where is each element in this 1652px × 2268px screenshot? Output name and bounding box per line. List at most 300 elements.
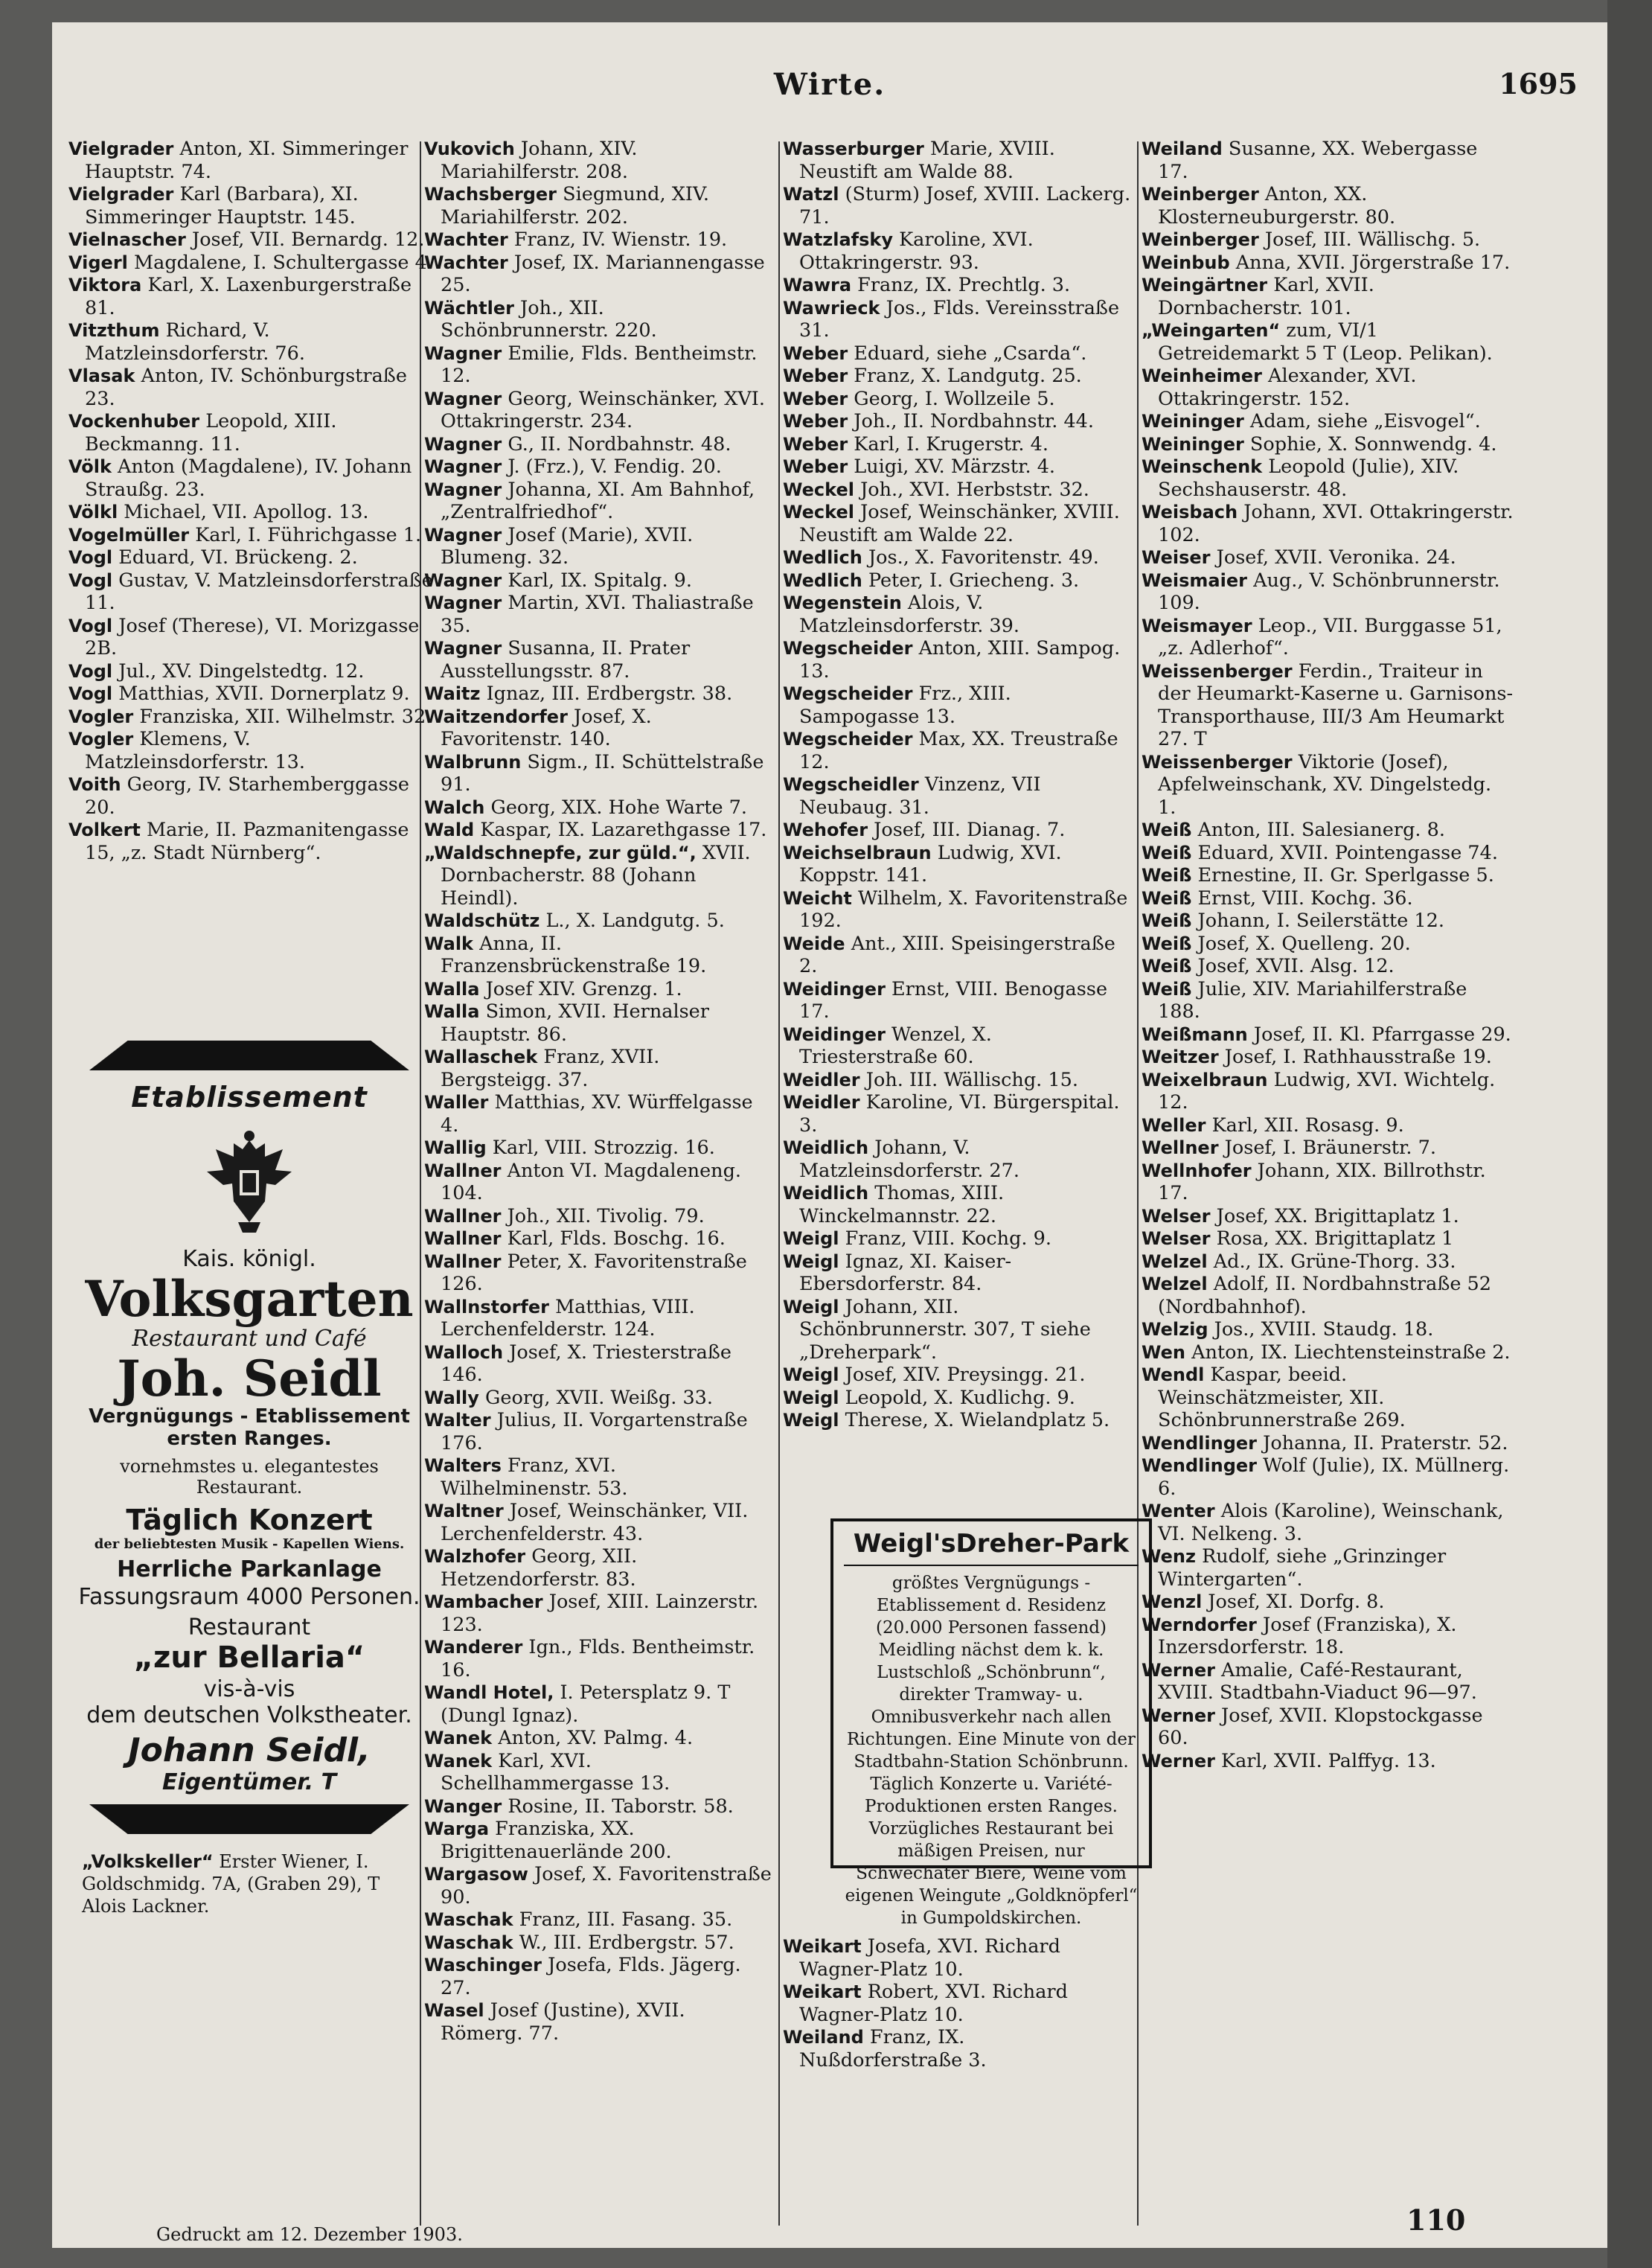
ad-line: dem deutschen Volkstheater. bbox=[86, 1702, 412, 1728]
entry-text: Anna, II. Franzensbrückenstraße 19. bbox=[441, 932, 707, 977]
entry-name: Weber bbox=[783, 433, 848, 455]
entry-text: Therese, X. Wielandplatz 5. bbox=[845, 1409, 1110, 1431]
entry-name: Walzhofer bbox=[424, 1546, 526, 1567]
entry-name: Wenzl bbox=[1142, 1591, 1203, 1612]
entry-name: Wagner bbox=[424, 524, 502, 546]
entry-name: Weber bbox=[783, 411, 848, 432]
entry-text: Johann, XIX. Billrothstr. 17. bbox=[1158, 1159, 1486, 1204]
entry-name: Weigl bbox=[783, 1228, 839, 1249]
directory-entry bbox=[1142, 955, 1514, 978]
entry-text: Susanne, XX. Webergasse 17. bbox=[1158, 138, 1478, 183]
entry-text: Josef, XIII. Lainzerstr. 123. bbox=[441, 1591, 759, 1636]
entry-text: Joh., XII. Schönbrunnerstr. 220. bbox=[441, 296, 657, 342]
directory-entry bbox=[424, 1160, 772, 1205]
entry-name: Wehofer bbox=[783, 820, 868, 840]
entry-text: Franziska, XX. Brigittenauerlände 200. bbox=[441, 1818, 672, 1863]
directory-entry bbox=[68, 706, 435, 729]
directory-entry bbox=[1142, 1591, 1514, 1614]
entry-name: Wachsberger bbox=[424, 184, 557, 205]
ad-line: Kais. königl. bbox=[182, 1246, 316, 1272]
entry-text: Josef (Marie), XVII. Blumeng. 32. bbox=[441, 523, 694, 569]
entry-name: Weiser bbox=[1142, 547, 1211, 568]
entry-text: Peter, I. Griecheng. 3. bbox=[868, 569, 1080, 592]
directory-entry bbox=[424, 1750, 772, 1795]
entry-name: Weinbub bbox=[1142, 252, 1230, 273]
entry-text: Johann, XII. Schönbrunnerstr. 307, T siehe „Dreherpark“. bbox=[799, 1295, 1091, 1364]
entry-text: Peter, X. Favoritenstraße 126. bbox=[441, 1250, 747, 1295]
entry-name: Vogl bbox=[68, 547, 113, 568]
directory-entry bbox=[783, 1250, 1131, 1296]
entry-name: Walch bbox=[424, 796, 485, 818]
entry-text: Anton, IV. Schönburgstraße 23. bbox=[85, 365, 407, 410]
entry-text: Georg, IV. Starhemberggasse 20. bbox=[85, 773, 409, 819]
directory-entry bbox=[424, 842, 772, 910]
entry-name: Wenter bbox=[1142, 1501, 1215, 1521]
entry-text: Anton, XX. Klosterneuburgerstr. 80. bbox=[1158, 183, 1396, 229]
entry-text: Eduard, siehe „Csarda“. bbox=[854, 342, 1087, 365]
entry-text: Robert, XVI. Richard Wagner-Platz 10. bbox=[799, 1981, 1068, 2026]
directory-entry bbox=[424, 1591, 772, 1636]
directory-entry bbox=[1142, 1341, 1514, 1364]
entry-text: I. Petersplatz 9. T (Dungl Ignaz). bbox=[441, 1681, 731, 1727]
entry-name: Vielnascher bbox=[68, 229, 186, 250]
entry-text: Jos., X. Favoritenstr. 49. bbox=[868, 546, 1099, 569]
entry-name: Vitzthum bbox=[68, 320, 160, 341]
directory-entry bbox=[1142, 887, 1514, 910]
entry-name: Weissenberger bbox=[1142, 660, 1293, 682]
entry-name: Wargasow bbox=[424, 1864, 528, 1885]
entry-name: Weinberger bbox=[1142, 229, 1259, 250]
entry-name: Wegscheider bbox=[783, 638, 913, 659]
ad-line: Volksgarten bbox=[85, 1270, 414, 1328]
entry-name: Waltner bbox=[424, 1501, 504, 1521]
entry-name: Warga bbox=[424, 1818, 490, 1839]
entry-name: Weidinger bbox=[783, 1023, 886, 1045]
entry-name: Wegscheider bbox=[783, 729, 913, 750]
entry-name: Walla bbox=[424, 978, 480, 1000]
entry-text: Franziska, XII. Wilhelmstr. 32. bbox=[139, 705, 432, 728]
directory-entry bbox=[1142, 933, 1514, 956]
entry-name: Wanek bbox=[424, 1750, 493, 1772]
page-number: 1695 bbox=[1499, 67, 1578, 100]
directory-entry bbox=[424, 1863, 772, 1908]
entry-text: Rosa, XX. Brigittaplatz 1 bbox=[1216, 1227, 1454, 1250]
directory-entry bbox=[424, 751, 772, 796]
entry-text: Joh. III. Wällischg. 15. bbox=[865, 1068, 1078, 1091]
directory-entry bbox=[783, 297, 1131, 342]
column-3-continued bbox=[783, 1935, 1131, 2084]
entry-text: Josef, XIV. Preysingg. 21. bbox=[845, 1364, 1086, 1386]
entry-text: Matthias, XV. Würffelgasse 4. bbox=[441, 1091, 753, 1137]
directory-entry bbox=[783, 1023, 1131, 1069]
directory-entry bbox=[424, 297, 772, 342]
directory-entry bbox=[424, 138, 772, 183]
entry-name: Wald bbox=[424, 820, 475, 840]
entry-text: Franz, XVI. Wilhelminenstr. 53. bbox=[441, 1454, 628, 1500]
directory-entry bbox=[783, 274, 1131, 297]
entry-text: Aug., V. Schönbrunnerstr. 109. bbox=[1158, 569, 1500, 614]
entry-name: Wedlich bbox=[783, 569, 862, 591]
directory-page bbox=[52, 22, 1607, 2248]
directory-entry bbox=[424, 433, 772, 456]
entry-text: Karl, XII. Rosasg. 9. bbox=[1211, 1114, 1404, 1137]
directory-entry bbox=[783, 1227, 1131, 1250]
directory-entry bbox=[783, 229, 1131, 274]
ad-line: Täglich Konzert bbox=[126, 1504, 373, 1536]
directory-entry bbox=[424, 683, 772, 706]
directory-entry bbox=[783, 456, 1131, 479]
entry-name: Wallig bbox=[424, 1137, 487, 1158]
directory-entry bbox=[1142, 229, 1514, 252]
directory-entry bbox=[424, 569, 772, 592]
entry-name: Walters bbox=[424, 1455, 502, 1476]
entry-name: Weiß bbox=[1142, 887, 1192, 909]
entry-text: Anton VI. Magdaleneng. 104. bbox=[441, 1159, 742, 1204]
entry-name: Weininger bbox=[1142, 411, 1244, 432]
directory-entry bbox=[424, 1409, 772, 1454]
entry-text: Josef, I. Bräunerstr. 7. bbox=[1224, 1137, 1436, 1159]
directory-entry bbox=[783, 501, 1131, 546]
directory-entry bbox=[424, 388, 772, 433]
entry-name: Waitzendorfer bbox=[424, 706, 568, 727]
directory-entry bbox=[1142, 751, 1514, 820]
ad-border-bar bbox=[89, 1804, 409, 1834]
entry-name: Wagner bbox=[424, 479, 502, 500]
entry-text: G., II. Nordbahnstr. 48. bbox=[508, 432, 731, 456]
directory-entry bbox=[424, 1387, 772, 1410]
directory-entry bbox=[1142, 501, 1514, 546]
entry-name: Weckel bbox=[783, 479, 854, 500]
directory-entry bbox=[783, 728, 1131, 773]
ad-border-bar bbox=[89, 1041, 409, 1070]
directory-entry bbox=[424, 229, 772, 252]
entry-name: Weikart bbox=[783, 1936, 862, 1957]
entry-name: Welser bbox=[1142, 1205, 1211, 1227]
entry-text: Eduard, VI. Brückeng. 2. bbox=[118, 546, 358, 569]
entry-text: Karl, XVI. Schellhammergasse 13. bbox=[441, 1749, 670, 1795]
entry-text: Johann, V. Matzleinsdorferstr. 27. bbox=[799, 1137, 1019, 1182]
entry-text: Johann, XIV. Mariahilferstr. 208. bbox=[441, 138, 638, 183]
entry-text: Thomas, XIII. Winckelmannstr. 22. bbox=[799, 1182, 1005, 1227]
directory-entry bbox=[68, 524, 435, 547]
entry-name: Weide bbox=[783, 933, 845, 954]
column-rule bbox=[778, 141, 780, 2226]
directory-entry bbox=[783, 592, 1131, 637]
entry-text: Ant., XIII. Speisingerstraße 2. bbox=[799, 932, 1115, 977]
directory-entry bbox=[1142, 138, 1514, 183]
entry-name: Wen bbox=[1142, 1341, 1185, 1363]
entry-name: Wellner bbox=[1142, 1137, 1219, 1158]
entry-name: Waschinger bbox=[424, 1955, 542, 1975]
directory-entry bbox=[68, 183, 435, 229]
entry-text: Ernst, VIII. Benogasse 17. bbox=[799, 977, 1108, 1023]
entry-name: Wanger bbox=[424, 1795, 502, 1817]
directory-entry bbox=[783, 1296, 1131, 1364]
directory-entry bbox=[783, 1364, 1131, 1387]
directory-entry bbox=[424, 978, 772, 1001]
entry-name: Weichselbraun bbox=[783, 842, 932, 863]
entry-name: Vogl bbox=[68, 660, 113, 682]
entry-name: Wally bbox=[424, 1387, 479, 1408]
column-2 bbox=[424, 138, 772, 2222]
entry-text: Michael, VII. Apollog. 13. bbox=[124, 501, 369, 523]
entry-name: Werner bbox=[1142, 1659, 1215, 1681]
directory-entry bbox=[783, 1091, 1131, 1137]
entry-text: Ludwig, XVI. Koppstr. 141. bbox=[799, 841, 1062, 887]
ad-line: Fassungsraum 4000 Personen. bbox=[78, 1584, 420, 1610]
directory-entry bbox=[424, 1046, 772, 1091]
directory-entry bbox=[1142, 1250, 1514, 1274]
column-4 bbox=[1142, 138, 1514, 2133]
directory-entry bbox=[1142, 1160, 1514, 1205]
entry-text: Josef, XI. Dorfg. 8. bbox=[1208, 1591, 1385, 1613]
directory-entry bbox=[783, 773, 1131, 819]
directory-entry bbox=[68, 229, 435, 252]
directory-entry bbox=[424, 342, 772, 388]
entry-name: Weiß bbox=[1142, 956, 1192, 977]
entry-text: Anton, XIII. Sampog. 13. bbox=[799, 637, 1121, 683]
directory-entry bbox=[783, 1935, 1131, 1981]
book-gutter bbox=[1607, 0, 1652, 2268]
entry-text: Georg, I. Wollzeile 5. bbox=[854, 387, 1055, 410]
directory-entry bbox=[1142, 1114, 1514, 1137]
entry-text: Franz, IX. Nußdorferstraße 3. bbox=[799, 2026, 987, 2071]
entry-text: Josef, X. Quelleng. 20. bbox=[1197, 932, 1411, 955]
directory-entry bbox=[424, 706, 772, 751]
entry-name: Wachter bbox=[424, 252, 508, 273]
entry-text: Alois, V. Matzleinsdorferstr. 39. bbox=[799, 592, 1019, 637]
directory-entry bbox=[424, 1954, 772, 1999]
directory-entry bbox=[424, 1137, 772, 1160]
entry-text: Siegmund, XIV. Mariahilferstr. 202. bbox=[441, 183, 709, 229]
entry-text: Ign., Flds. Bentheimstr. 16. bbox=[441, 1636, 755, 1681]
directory-entry bbox=[424, 592, 772, 637]
directory-entry bbox=[1142, 1069, 1514, 1114]
entry-name: Wedlich bbox=[783, 547, 862, 568]
entry-text: Johann, XVI. Ottakringerstr. 102. bbox=[1158, 501, 1514, 546]
entry-name: Werner bbox=[1142, 1705, 1215, 1726]
ad-line: Etablissement bbox=[131, 1081, 368, 1114]
entry-text: Franz, X. Landgutg. 25. bbox=[854, 365, 1082, 387]
directory-entry bbox=[424, 1545, 772, 1591]
entry-text: Wilhelm, X. Favoritenstraße 192. bbox=[799, 887, 1128, 932]
ad-line: Joh. Seidl bbox=[117, 1349, 382, 1408]
entry-name: Wawra bbox=[783, 275, 852, 296]
ad-line: Vergnügungs - Etablissement bbox=[89, 1405, 410, 1428]
directory-entry bbox=[424, 1091, 772, 1137]
directory-entry bbox=[783, 933, 1131, 978]
entry-name: Weicht bbox=[783, 887, 852, 909]
entry-text: Jos., Flds. Vereinsstraße 31. bbox=[799, 296, 1120, 342]
directory-entry bbox=[783, 1069, 1131, 1092]
entry-text: Emilie, Flds. Bentheimstr. 12. bbox=[441, 342, 758, 387]
entry-name: Wanderer bbox=[424, 1637, 523, 1658]
entry-text: (Sturm) Josef, XVIII. Lackerg. 71. bbox=[799, 183, 1131, 229]
directory-entry bbox=[783, 819, 1131, 842]
directory-entry bbox=[424, 479, 772, 524]
entry-name: Weinschenk bbox=[1142, 456, 1263, 477]
directory-entry bbox=[424, 1727, 772, 1750]
entry-text: Georg, XIX. Hohe Warte 7. bbox=[490, 796, 747, 819]
entry-name: Weber bbox=[783, 388, 848, 409]
directory-entry bbox=[68, 683, 435, 706]
directory-entry bbox=[783, 342, 1131, 365]
entry-text: Josef, II. Kl. Pfarrgasse 29. bbox=[1253, 1023, 1511, 1046]
entry-name: Walter bbox=[424, 1410, 491, 1431]
entry-name: Wagner bbox=[424, 592, 502, 613]
entry-text: Marie, II. Pazmanitengasse 15, „z. Stadt Nürnberg“. bbox=[85, 819, 409, 864]
entry-text: Rudolf, siehe „Grinzinger Wintergarten“. bbox=[1158, 1545, 1447, 1591]
directory-entry bbox=[783, 1182, 1131, 1227]
entry-name: Vielgrader bbox=[68, 138, 174, 159]
directory-entry bbox=[783, 887, 1131, 933]
entry-name: „Volkskeller“ bbox=[82, 1851, 214, 1872]
directory-entry bbox=[783, 410, 1131, 433]
entry-text: Franz, IV. Wienstr. 19. bbox=[513, 229, 728, 251]
entry-name: Völk bbox=[68, 456, 112, 477]
entry-name: Wagner bbox=[424, 638, 502, 659]
directory-entry bbox=[424, 1227, 772, 1250]
directory-entry bbox=[1142, 1432, 1514, 1455]
dreherpark-advertisement bbox=[830, 1518, 1152, 1928]
entry-text: Johann, I. Seilerstätte 12. bbox=[1197, 910, 1444, 932]
entry-text: Klemens, V. Matzleinsdorferstr. 13. bbox=[85, 728, 305, 773]
directory-entry bbox=[1142, 842, 1514, 865]
ad-line: vis-à-vis bbox=[203, 1676, 295, 1702]
column-3 bbox=[783, 138, 1131, 1522]
entry-name: Wagner bbox=[424, 433, 502, 455]
directory-entry bbox=[1142, 1023, 1514, 1047]
entry-name: Wagner bbox=[424, 569, 502, 591]
directory-entry bbox=[1142, 1705, 1514, 1750]
entry-text: Josef, IX. Mariannengasse 25. bbox=[441, 251, 765, 296]
entry-text: Sigm., II. Schüttelstraße 91. bbox=[441, 750, 764, 796]
directory-entry bbox=[783, 842, 1131, 887]
entry-text: Ignaz, XI. Kaiser-Ebersdorferstr. 84. bbox=[799, 1250, 1012, 1295]
entry-name: Weiß bbox=[1142, 865, 1192, 886]
directory-entry bbox=[424, 183, 772, 229]
entry-text: Luigi, XV. Märzstr. 4. bbox=[854, 456, 1056, 478]
directory-entry bbox=[424, 1681, 772, 1727]
entry-text: Leop., VII. Burggasse 51, „z. Adlerhof“. bbox=[1158, 614, 1502, 659]
entry-text: Sophie, X. Sonnwendg. 4. bbox=[1249, 432, 1497, 456]
directory-entry bbox=[1142, 1614, 1514, 1659]
directory-entry bbox=[783, 183, 1131, 229]
directory-entry bbox=[1142, 252, 1514, 275]
entry-text: Ad., IX. Grüne-Thorg. 33. bbox=[1213, 1250, 1456, 1273]
page-title: Wirte. bbox=[773, 67, 886, 102]
entry-name: Wächtler bbox=[424, 297, 514, 319]
entry-name: Weinheimer bbox=[1142, 365, 1262, 386]
directory-entry bbox=[783, 1137, 1131, 1182]
entry-name: Weinberger bbox=[1142, 184, 1259, 205]
directory-entry bbox=[424, 1296, 772, 1341]
entry-name: Wasserburger bbox=[783, 138, 924, 159]
directory-entry bbox=[1142, 1659, 1514, 1705]
directory-entry bbox=[1142, 1205, 1514, 1228]
directory-entry bbox=[68, 274, 435, 319]
directory-entry bbox=[424, 1454, 772, 1500]
ad-line: Johann Seidl, bbox=[128, 1731, 371, 1769]
directory-entry bbox=[1142, 546, 1514, 569]
entry-text: XVII. Dornbacherstr. 88 (Johann Heindl). bbox=[441, 841, 751, 910]
entry-text: Gustav, V. Matzleinsdorferstraße 11. bbox=[85, 569, 433, 614]
entry-name: Wambacher bbox=[424, 1591, 543, 1612]
sheet-number: 110 bbox=[1406, 2203, 1466, 2237]
entry-text: Josef, X. Favoritenstraße 90. bbox=[441, 1863, 772, 1908]
entry-name: Wasel bbox=[424, 2000, 484, 2021]
entry-text: Martin, XVI. Thaliastraße 35. bbox=[441, 592, 754, 637]
directory-entry bbox=[783, 1387, 1131, 1410]
directory-entry bbox=[1142, 433, 1514, 456]
entry-name: Wallner bbox=[424, 1250, 502, 1272]
directory-entry bbox=[783, 569, 1131, 592]
entry-text: Ignaz, III. Erdbergstr. 38. bbox=[486, 683, 733, 705]
entry-name: Vogler bbox=[68, 706, 134, 727]
entry-text: Josef, XVII. Alsg. 12. bbox=[1197, 955, 1395, 977]
entry-text: Karl, XVII. Dornbacherstr. 101. bbox=[1158, 274, 1374, 319]
entry-name: Weigl bbox=[783, 1364, 839, 1385]
directory-entry bbox=[424, 1795, 772, 1818]
entry-text: Josef, X. Favoritenstr. 140. bbox=[441, 705, 652, 750]
entry-name: Wallnstorfer bbox=[424, 1296, 549, 1317]
entry-name: Wagner bbox=[424, 342, 502, 364]
directory-entry bbox=[68, 773, 435, 819]
ad-line: Restaurant und Café bbox=[132, 1326, 367, 1352]
entry-name: Weidler bbox=[783, 1069, 860, 1090]
directory-entry bbox=[1142, 660, 1514, 751]
entry-text: Karl, Flds. Boschg. 16. bbox=[507, 1227, 726, 1250]
entry-name: Vogl bbox=[68, 569, 113, 591]
directory-entry bbox=[68, 728, 435, 773]
entry-name: Weiland bbox=[1142, 138, 1223, 159]
entry-text: Georg, Weinschänker, XVI. Ottakringerstr. 234. bbox=[441, 387, 765, 432]
entry-text: Leopold, XIII. Beckmanng. 11. bbox=[85, 410, 337, 456]
directory-entry bbox=[1142, 1750, 1514, 1773]
entry-text: Josef, VII. Bernardg. 12. bbox=[191, 229, 425, 251]
directory-entry bbox=[424, 1908, 772, 1932]
entry-name: Weiß bbox=[1142, 933, 1192, 954]
entry-name: „Waldschnepfe, zur güld.“, bbox=[424, 842, 697, 863]
entry-name: „Weingarten“ bbox=[1142, 320, 1281, 341]
entry-text: Rosine, II. Taborstr. 58. bbox=[508, 1795, 734, 1818]
entry-text: Karl, IX. Spitalg. 9. bbox=[508, 569, 692, 592]
directory-entry bbox=[68, 410, 435, 456]
directory-entry bbox=[424, 456, 772, 479]
column-1 bbox=[68, 138, 435, 1068]
entry-text: W., III. Erdbergstr. 57. bbox=[519, 1931, 734, 1954]
ad-line: Restaurant bbox=[188, 1614, 311, 1641]
entry-text: Eduard, XVII. Pointengasse 74. bbox=[1197, 841, 1498, 864]
entry-name: Vukovich bbox=[424, 138, 515, 159]
directory-entry bbox=[424, 524, 772, 569]
directory-entry bbox=[1142, 910, 1514, 933]
entry-text: Matthias, XVII. Dornerplatz 9. bbox=[118, 683, 410, 705]
entry-name: Weissenberger bbox=[1142, 751, 1293, 773]
entry-text: Magdalene, I. Schultergasse 4. bbox=[134, 251, 433, 274]
volksgarten-advertisement bbox=[74, 1041, 424, 2179]
ad-line: „zur Bellaria“ bbox=[133, 1641, 365, 1675]
entry-name: Vogler bbox=[68, 729, 134, 750]
entry-text: Ernst, VIII. Kochg. 36. bbox=[1197, 887, 1413, 910]
entry-name: Völkl bbox=[68, 502, 118, 523]
entry-name: Werner bbox=[1142, 1750, 1215, 1772]
entry-name: Watzl bbox=[783, 184, 839, 205]
directory-entry bbox=[783, 2026, 1131, 2071]
directory-entry bbox=[68, 501, 435, 524]
entry-text: Karl, VIII. Strozzig. 16. bbox=[492, 1137, 715, 1159]
directory-entry bbox=[1142, 978, 1514, 1023]
